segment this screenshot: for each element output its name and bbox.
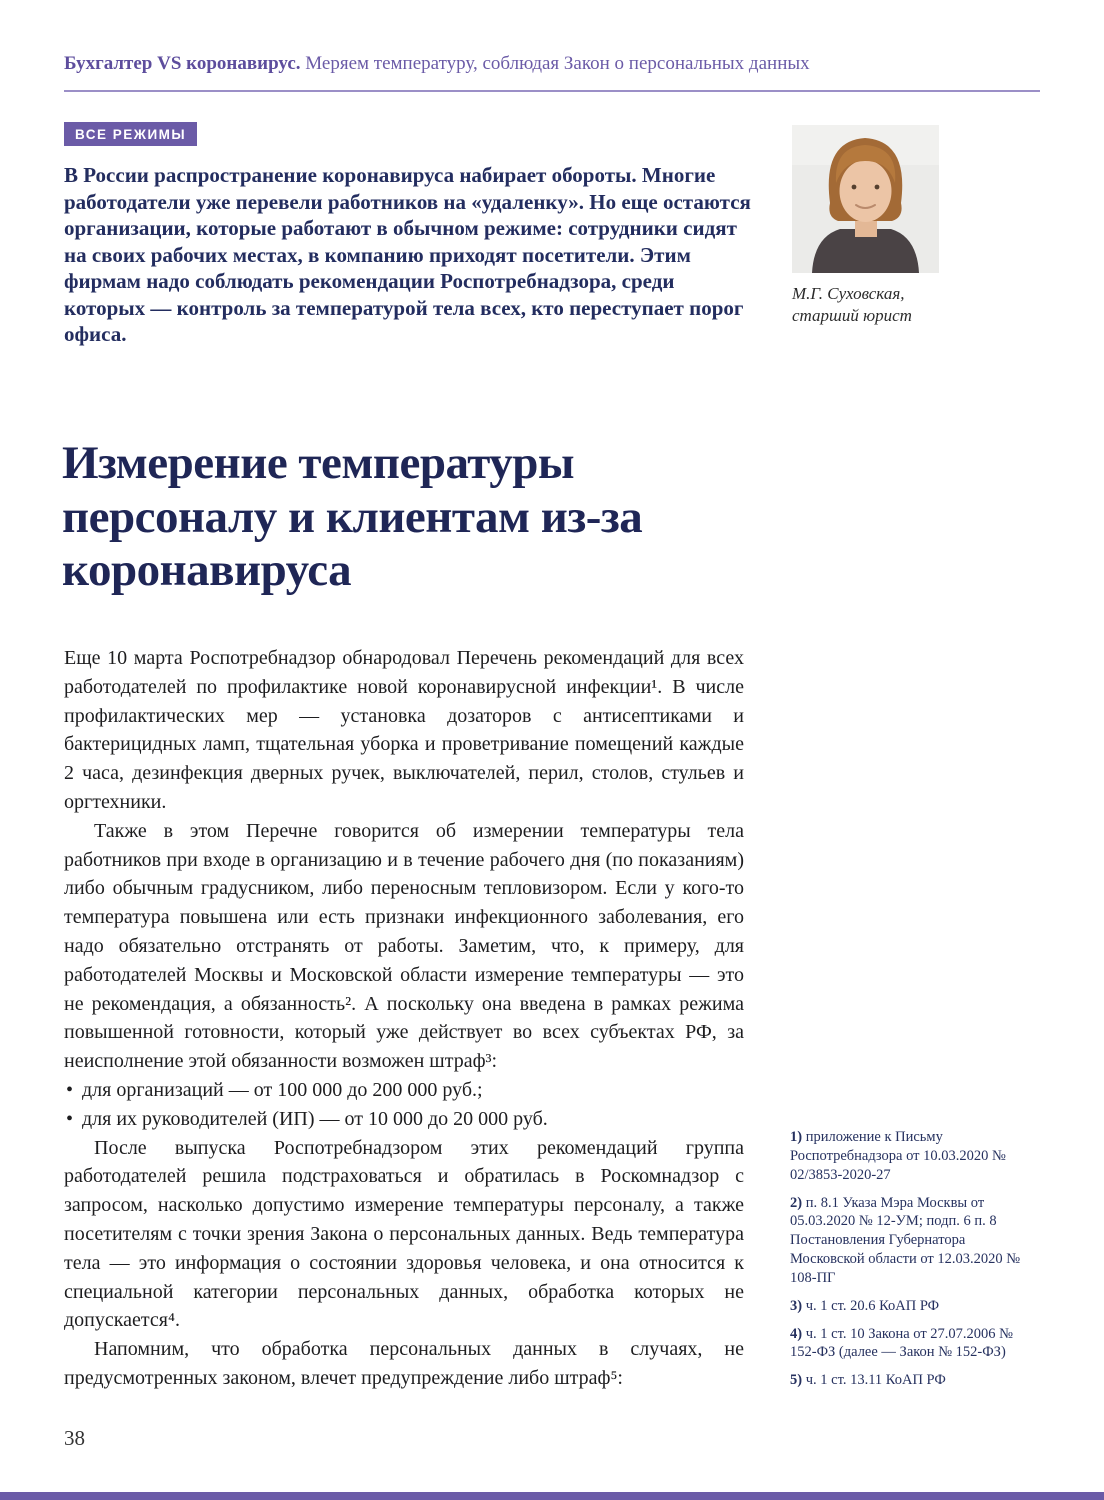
footnote-text: ч. 1 ст. 10 Закона от 27.07.2006 № 152-ФЗ (далее — Закон № 152-ФЗ) <box>790 1325 1014 1361</box>
page-number: 38 <box>64 1426 85 1450</box>
article-body <box>64 644 744 1393</box>
portrait-illustration <box>792 125 939 273</box>
footnote-number: 1) <box>790 1129 803 1145</box>
lead-paragraph: В России распространение коронавируса набирает обороты. Многие работодатели уже перевели работников на «удаленку». Но еще остаются организации, которые работают в обычном режиме: сотрудники сидят на своих рабочих местах, в компанию приходят посетители. Этим фирмам надо соблюдать рекомендации Роспотребнадзора, среди которых — контроль за температурой тела всех, кто переступает порог офиса. <box>64 163 751 347</box>
footnote-text: п. 8.1 Указа Мэра Москвы от 05.03.2020 № 12-УМ; подп. 6 п. 8 Постановления Губернатора Московской области от 12.03.2020 № 108-ПГ <box>790 1194 1021 1286</box>
running-head-title: Бухгалтер VS коронавирус. <box>64 53 301 74</box>
regime-badge: ВСЕ РЕЖИМЫ <box>64 122 197 146</box>
running-head <box>64 52 1040 77</box>
header-divider <box>64 90 1040 92</box>
footnote-text: приложение к Письму Роспотребнадзора от 10.03.2020 № 02/3853-2020-27 <box>790 1129 1006 1183</box>
author-name: М.Г. Суховская, <box>792 284 905 303</box>
footnote-number: 3) <box>790 1297 803 1314</box>
footnote-number: 5) <box>790 1372 803 1389</box>
footnote-number: 4) <box>790 1325 803 1342</box>
footnote-item <box>790 1297 1042 1316</box>
paragraph: Напомним, что обработка персональных данных в случаях, не предусмотренных законом, влечет предупреждение либо штраф⁵: <box>64 1338 744 1389</box>
footnote-text: ч. 1 ст. 13.11 КоАП РФ <box>805 1372 946 1389</box>
paragraph: После выпуска Роспотребнадзором этих рекомендаций группа работодателей решила подстраховаться и обратилась в Роскомнадзор с запросом, насколько допустимо измерение температуры персоналу, а также посетителям с точки зрения Закона о персональных данных. Ведь температура тела — это информация о состоянии здоровья человека, и она относится к специальной категории персональных данных, обработка которых не допускается⁴. <box>64 1136 744 1332</box>
footnote-item <box>790 1128 1042 1185</box>
footnote-item <box>790 1325 1042 1363</box>
list-item: • для организаций — от 100 000 до 200 000 руб.; <box>64 1076 744 1105</box>
author-caption <box>792 283 1032 327</box>
footnote-item <box>790 1194 1042 1288</box>
author-role: старший юрист <box>792 306 912 326</box>
footnote-text: ч. 1 ст. 20.6 КоАП РФ <box>805 1297 940 1314</box>
paragraph: Также в этом Перечне говорится об измерении температуры тела работников при входе в организацию и в течение рабочего дня (по показаниям) либо обычным градусником, либо переносным тепловизором. Если у кого-то температура повышена или есть признаки инфекционного заболевания, его надо обязательно отстранять от работы. Заметим, что, к примеру, для работодателей Москвы и Московской области измерение температуры — это не рекомендация, а обязанность². А поскольку она введена в рамках режима повышенной готовности, который уже действует во всех субъектах РФ, за неисполнение этой обязанности возможен штраф³: <box>64 819 744 1073</box>
fine-list <box>64 1076 744 1134</box>
article-headline: Измерение температуры персоналу и клиентам из-за коронавируса <box>62 437 643 597</box>
footnote-item <box>790 1371 1042 1390</box>
list-item: • для их руководителей (ИП) — от 10 000 до 20 000 руб. <box>64 1105 744 1134</box>
author-photo <box>792 125 939 273</box>
bottom-accent-bar <box>0 1492 1104 1500</box>
paragraph: Еще 10 марта Роспотребнадзор обнародовал Перечень рекомендаций для всех работодателей по профилактике новой коронавирусной инфекции¹. В числе профилактических мер — установка дозаторов с антисептиками и бактерицидных ламп, тщательная уборка и проветривание помещений каждые 2 часа, дезинфекция дверных ручек, выключателей, перил, столов, стульев и оргтехники. <box>64 647 744 813</box>
running-head-subtitle: Меряем температуру, соблюдая Закон о персональных данных <box>300 53 810 74</box>
footnotes <box>790 1128 1042 1399</box>
footnote-number: 2) <box>790 1194 803 1211</box>
